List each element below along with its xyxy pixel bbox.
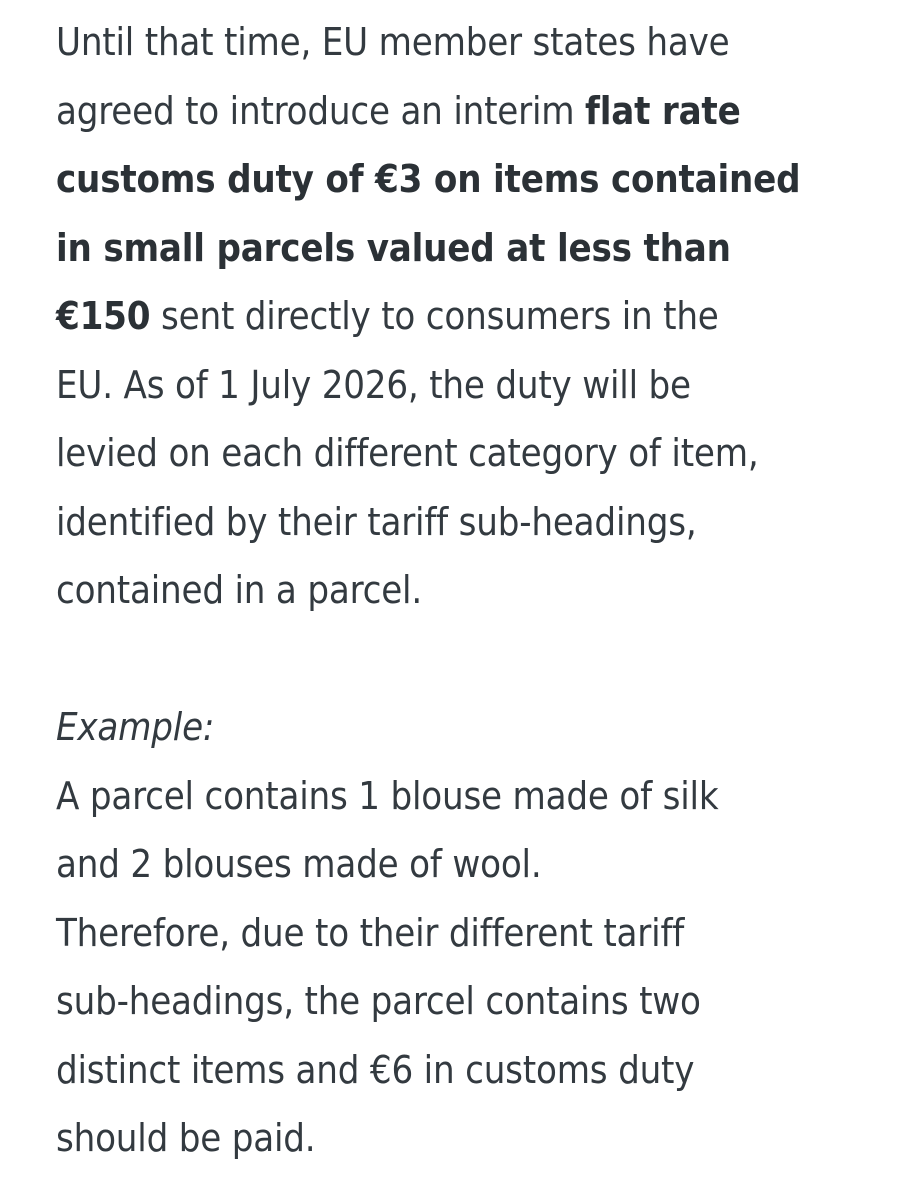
text-line: EU. As of 1 July 2026, the duty will be <box>56 362 691 407</box>
text-line: distinct items and €6 in customs duty <box>56 1047 695 1092</box>
text-line <box>56 282 886 351</box>
text-fragment: agreed to introduce an interim <box>56 88 586 133</box>
text-fragment: sent directly to consumers in the <box>150 294 719 338</box>
text-line: A parcel contains 1 blouse made of silk <box>56 773 719 818</box>
text-line: Therefore, due to their different tariff <box>56 910 685 955</box>
text-line: Until that time, EU member states have <box>56 20 730 64</box>
bold-text: flat rate <box>585 88 741 133</box>
text-line: and 2 blouses made of wool. <box>56 842 542 886</box>
paragraph-gap <box>56 625 886 694</box>
bold-text: in small parcels valued at less than <box>56 225 731 270</box>
article-body <box>56 8 886 1173</box>
text-line: identified by their tariff sub-headings, <box>56 499 697 544</box>
text-line <box>56 214 886 283</box>
text-line: levied on each different category of item, <box>56 431 759 475</box>
italic-text: Example: <box>56 705 215 749</box>
example-heading <box>56 693 886 762</box>
paragraph-example <box>56 693 886 1173</box>
text-line: contained in a parcel. <box>56 568 422 612</box>
text-line: sub-headings, the parcel contains two <box>56 979 701 1023</box>
text-line <box>56 145 886 214</box>
paragraph-interim-duty <box>56 8 886 625</box>
bold-text: customs duty of €3 on items contained <box>56 157 801 201</box>
text-line <box>56 77 886 146</box>
bold-text: €150 <box>56 294 151 338</box>
text-line: should be paid. <box>56 1116 316 1160</box>
